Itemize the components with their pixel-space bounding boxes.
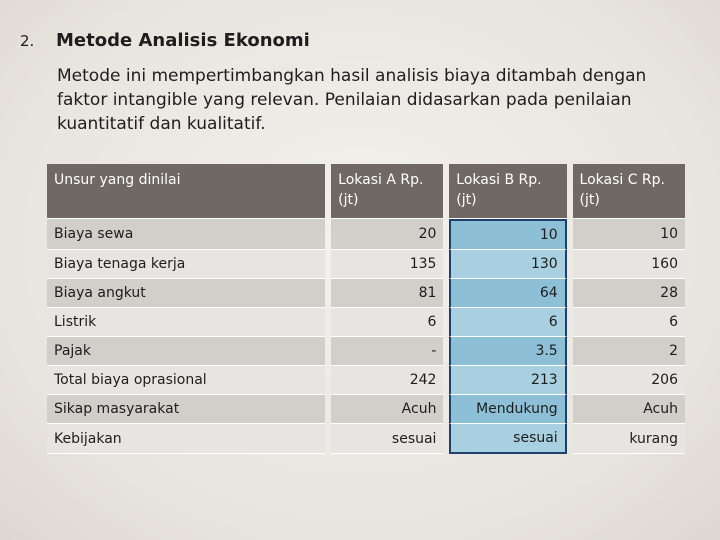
cell-location-b: 213	[449, 366, 566, 395]
cell-location-a: 242	[331, 366, 443, 395]
cell-location-b: 10	[449, 219, 566, 250]
cell-location-c: 28	[573, 279, 685, 308]
table-row	[47, 395, 685, 424]
row-label: Pajak	[47, 337, 325, 366]
table-row	[47, 424, 685, 454]
header-location-a: Lokasi A Rp. (jt)	[331, 164, 443, 219]
row-label: Biaya angkut	[47, 279, 325, 308]
cell-location-c: 10	[573, 219, 685, 250]
cell-location-c: Acuh	[573, 395, 685, 424]
header-criteria: Unsur yang dinilai	[47, 164, 325, 219]
header-location-b: Lokasi B Rp.(jt)	[449, 164, 566, 219]
cell-location-b: sesuai	[449, 424, 566, 454]
table-row	[47, 279, 685, 308]
row-label: Listrik	[47, 308, 325, 337]
cell-location-a: 81	[331, 279, 443, 308]
cell-location-c: 206	[573, 366, 685, 395]
cell-location-c: 6	[573, 308, 685, 337]
description-paragraph: Metode ini mempertimbangkan hasil analisis biaya ditambah dengan faktor intangible yang relevan. Penilaian didasarkan pada penilaian kuantitatif dan kualitatif.	[57, 66, 647, 134]
comparison-table	[47, 164, 685, 454]
section-number: 2.	[20, 32, 35, 50]
table-header-row	[47, 164, 685, 219]
cell-location-b: 130	[449, 250, 566, 279]
table-row	[47, 366, 685, 395]
header-location-c: Lokasi C Rp.(jt)	[573, 164, 685, 219]
cell-location-b: 64	[449, 279, 566, 308]
table-row	[47, 337, 685, 366]
cell-location-a: sesuai	[331, 424, 443, 454]
cell-location-c: 2	[573, 337, 685, 366]
row-label: Sikap masyarakat	[47, 395, 325, 424]
cell-location-a: 6	[331, 308, 443, 337]
table-row	[47, 250, 685, 279]
cell-location-a: -	[331, 337, 443, 366]
section-heading	[20, 30, 310, 51]
cell-location-b: Mendukung	[449, 395, 566, 424]
table-row	[47, 308, 685, 337]
table-row	[47, 219, 685, 250]
cell-location-a: Acuh	[331, 395, 443, 424]
row-label: Total biaya oprasional	[47, 366, 325, 395]
cell-location-a: 135	[331, 250, 443, 279]
cell-location-b: 6	[449, 308, 566, 337]
cell-location-c: 160	[573, 250, 685, 279]
cell-location-b: 3.5	[449, 337, 566, 366]
section-title: Metode Analisis Ekonomi	[56, 30, 310, 51]
row-label: Kebijakan	[47, 424, 325, 454]
row-label: Biaya tenaga kerja	[47, 250, 325, 279]
cell-location-c: kurang	[573, 424, 685, 454]
cell-location-a: 20	[331, 219, 443, 250]
row-label: Biaya sewa	[47, 219, 325, 250]
